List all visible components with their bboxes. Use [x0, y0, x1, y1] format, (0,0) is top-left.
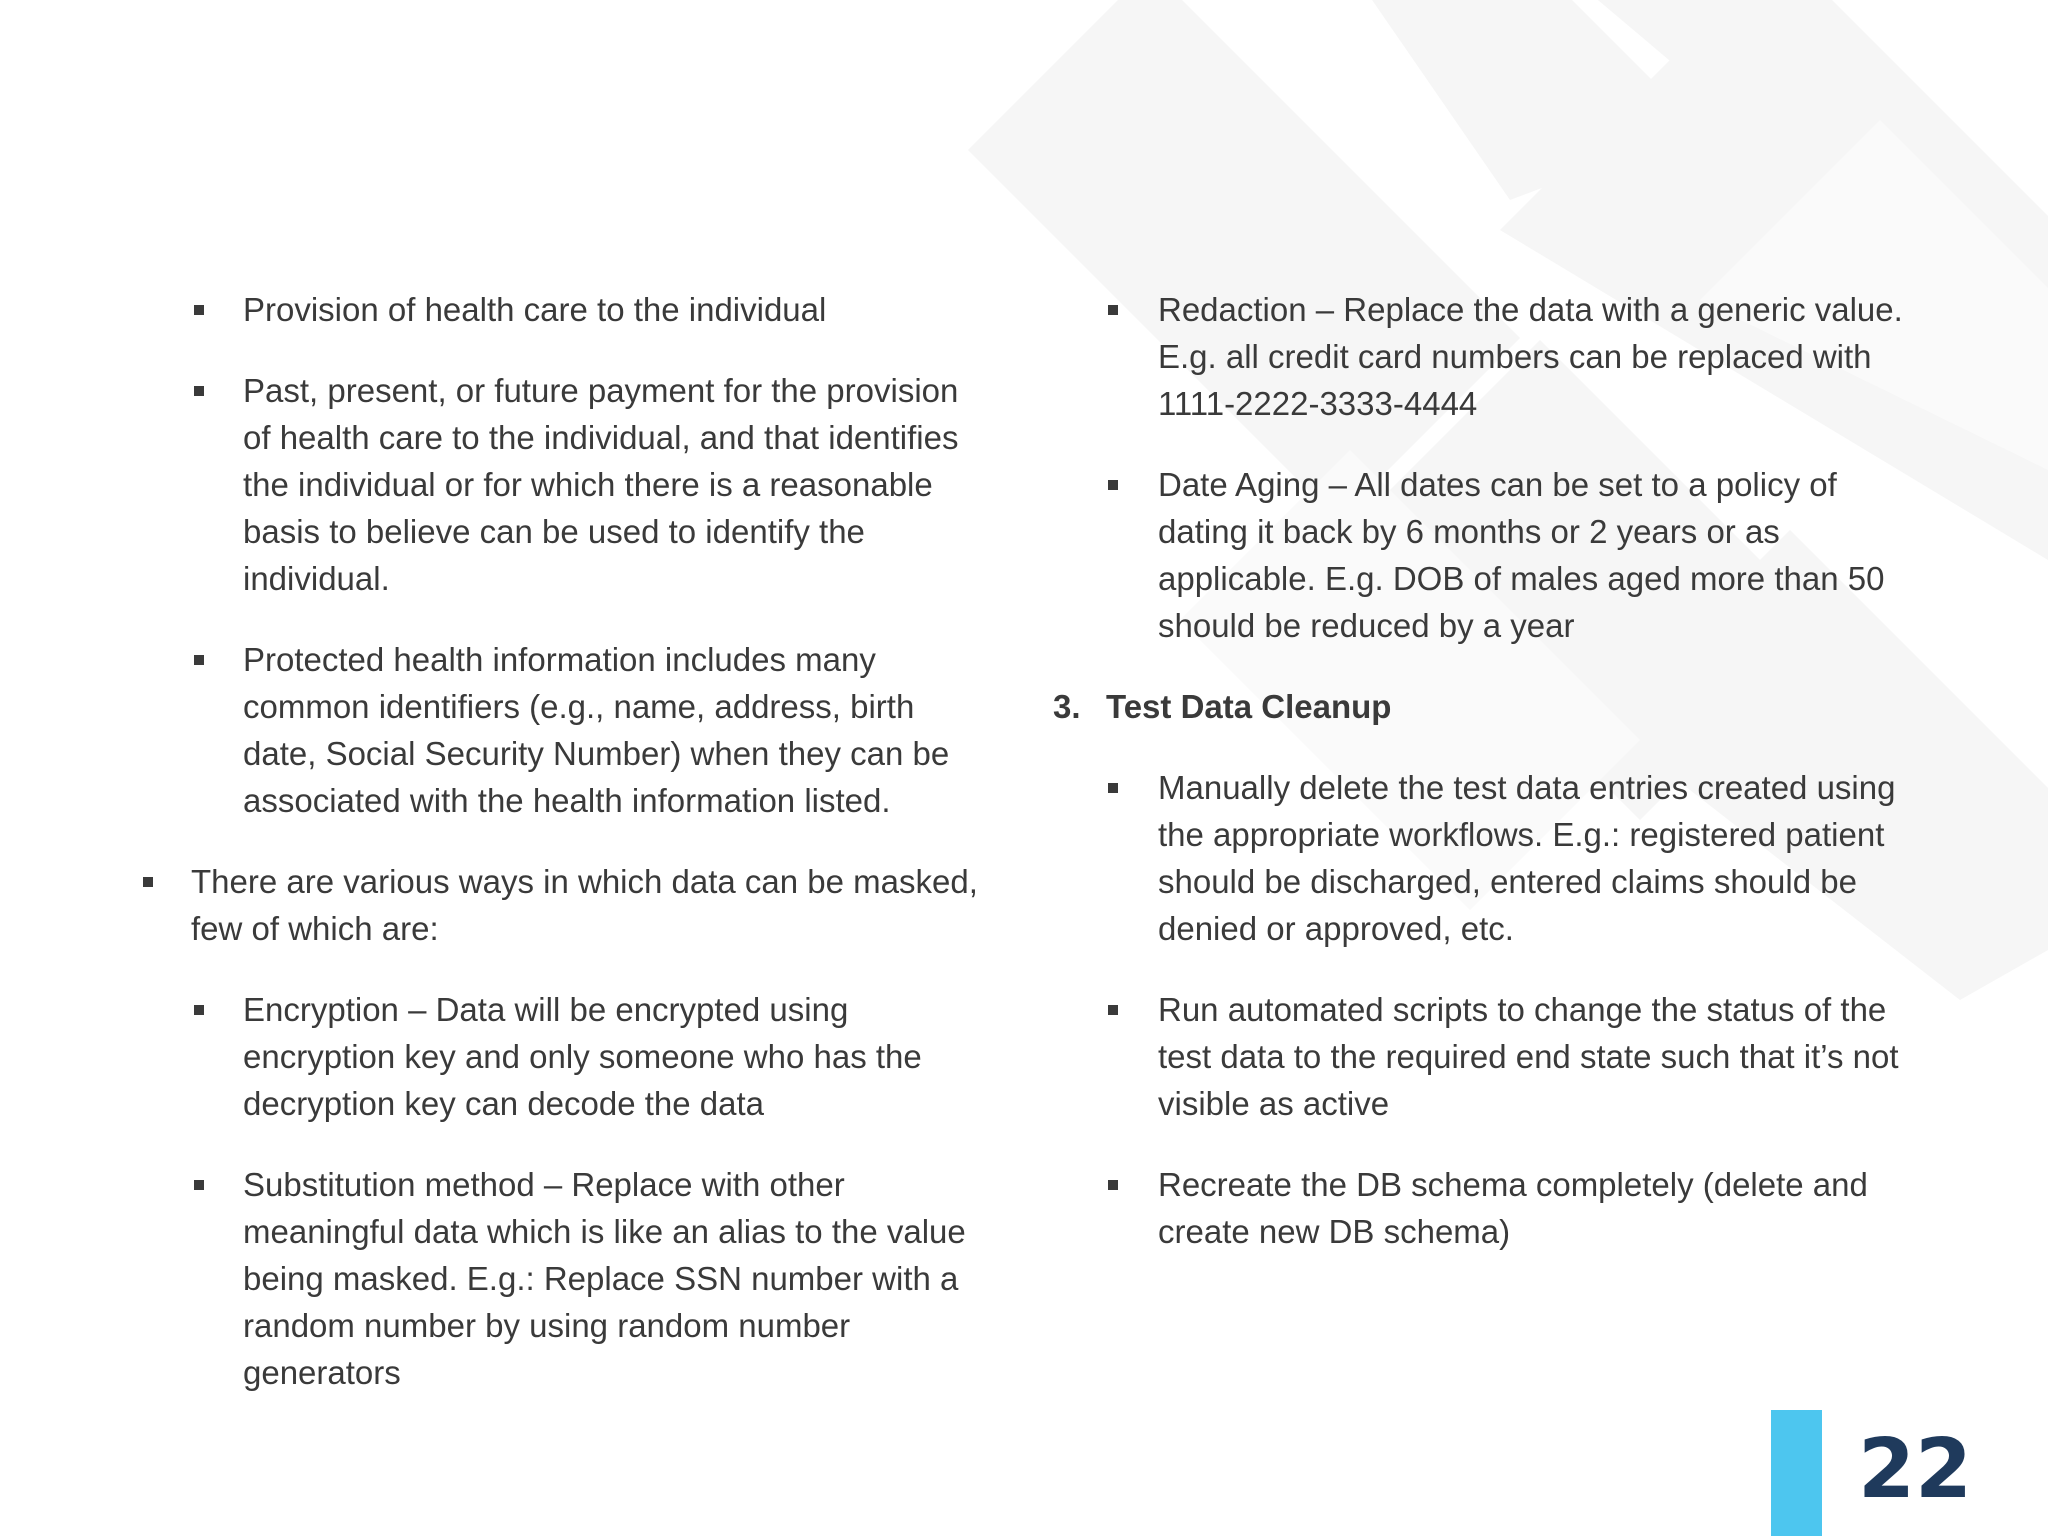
- list-item-text: Recreate the DB schema completely (delete and create new DB schema): [1158, 1166, 1868, 1250]
- list-item: [140, 986, 980, 1127]
- square-bullet-icon: [143, 877, 153, 887]
- list-item-text: Encryption – Data will be encrypted using encryption key and only someone who has the decryption key can decode the data: [243, 991, 922, 1122]
- page-number: 22: [1858, 1422, 1973, 1517]
- list-item: [1052, 1161, 1912, 1255]
- list-item-text: Date Aging – All dates can be set to a policy of dating it back by 6 months or 2 years or as applicable. E.g. DOB of males aged more than 50 should be reduced by a year: [1158, 466, 1885, 644]
- list-item-text: Manually delete the test data entries created using the appropriate workflows. E.g.: registered patient should be discharged, entered claims should be denied or approved, etc.: [1158, 769, 1896, 947]
- section-number: 3.: [1053, 688, 1081, 725]
- list-item-text: Redaction – Replace the data with a generic value. E.g. all credit card numbers can be replaced with 1111-2222-3333-4444: [1158, 291, 1903, 422]
- list-item: [140, 367, 980, 602]
- list-item: [140, 1161, 980, 1396]
- list-item: [1052, 286, 1912, 427]
- list-item-main: [140, 858, 980, 952]
- square-bullet-icon: [194, 1180, 204, 1190]
- list-item: [140, 636, 980, 824]
- list-item-text: Protected health information includes many common identifiers (e.g., name, address, birth date, Social Security Number) when they can be associated with the health information listed.: [243, 641, 950, 819]
- list-item: [1052, 764, 1912, 952]
- square-bullet-icon: [194, 655, 204, 665]
- list-item-text: Past, present, or future payment for the provision of health care to the individual, and that identifies the individual or for which there is a reasonable basis to believe can be used to identify the individual.: [243, 372, 959, 597]
- list-item: [1052, 461, 1912, 649]
- square-bullet-icon: [194, 386, 204, 396]
- list-item-text: Substitution method – Replace with other meaningful data which is like an alias to the value being masked. E.g.: Replace SSN number with a random number by using random number generators: [243, 1166, 966, 1391]
- section-heading: [1052, 683, 1912, 730]
- square-bullet-icon: [1108, 305, 1118, 315]
- list-item-text: There are various ways in which data can be masked, few of which are:: [191, 863, 978, 947]
- list-item: [1052, 986, 1912, 1127]
- left-column: [140, 286, 980, 1430]
- section-title: Test Data Cleanup: [1106, 688, 1392, 725]
- square-bullet-icon: [1108, 783, 1118, 793]
- list-item-text: Run automated scripts to change the status of the test data to the required end state such that it’s not visible as active: [1158, 991, 1899, 1122]
- square-bullet-icon: [1108, 1005, 1118, 1015]
- list-item-text: Provision of health care to the individual: [243, 291, 827, 328]
- square-bullet-icon: [1108, 480, 1118, 490]
- square-bullet-icon: [1108, 1180, 1118, 1190]
- square-bullet-icon: [194, 1005, 204, 1015]
- right-column: [1052, 286, 1912, 1289]
- list-item: [140, 286, 980, 333]
- page-accent-bar: [1771, 1410, 1822, 1536]
- square-bullet-icon: [194, 305, 204, 315]
